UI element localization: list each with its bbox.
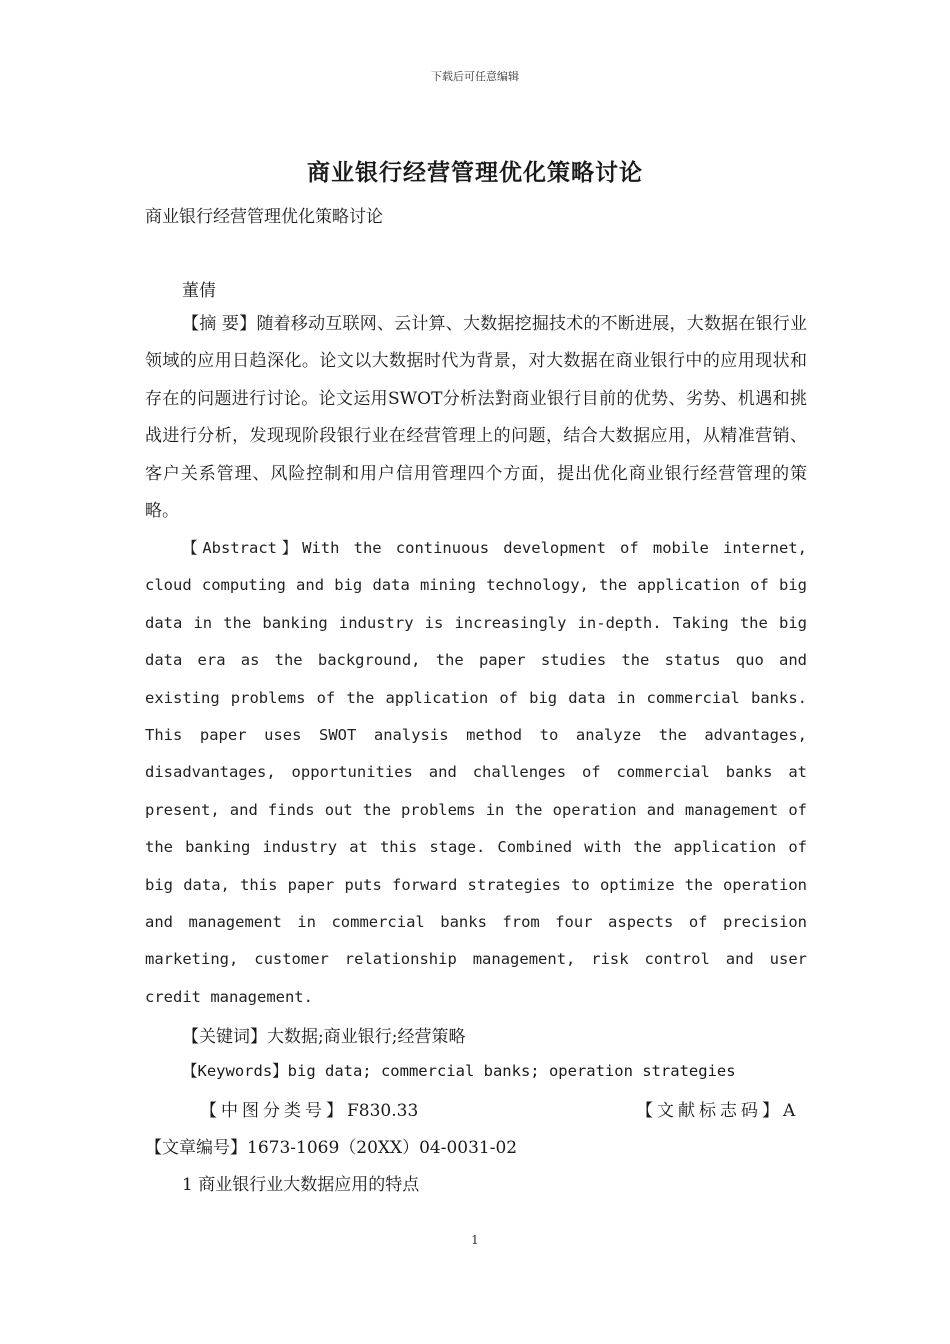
chinese-keywords bbox=[182, 1022, 465, 1047]
chinese-keywords-text: 大数据;商业银行;经营策略 bbox=[267, 1027, 466, 1047]
article-number-value: 1673-1069（20XX）04-0031-02 bbox=[247, 1138, 518, 1158]
article-number-label: 【文章编号】 bbox=[145, 1138, 247, 1158]
english-keywords bbox=[182, 1059, 736, 1081]
document-title: 商业银行经营管理优化策略讨论 bbox=[307, 159, 643, 186]
section-heading: 1 商业银行业大数据应用的特点 bbox=[182, 1175, 420, 1195]
chinese-abstract-label: 【摘 要】 bbox=[182, 314, 257, 334]
document-code-label: 【文献标志码】 bbox=[636, 1101, 783, 1121]
chinese-abstract bbox=[145, 306, 807, 530]
english-keywords-label: 【Keywords】 bbox=[182, 1062, 288, 1080]
page-header: 下载后可任意编辑 bbox=[431, 70, 519, 83]
chinese-abstract-text: 随着移动互联网、云计算、大数据挖掘技术的不断进展，大数据在银行业领域的应用日趋深化。论文以大数据时代为背景，对大数据在商业银行中的应用现状和存在的问题进行讨论。论文运用SWOT分析法對商业银行目前的优势、劣势、机遇和挑战进行分析，发现现阶段银行业在经营管理上的问题，结合大数据应用，从精准营销、客户关系管理、风险控制和用户信用管理四个方面，提出优化商业银行经营管理的策略。 bbox=[145, 314, 808, 522]
english-abstract-label: 【Abstract】 bbox=[182, 539, 303, 557]
english-abstract bbox=[145, 530, 807, 1016]
classification-value: F830.33 bbox=[347, 1101, 419, 1121]
article-number bbox=[145, 1133, 517, 1158]
english-keywords-text: big data; commercial banks; operation strategies bbox=[287, 1062, 736, 1080]
author-name: 董倩 bbox=[182, 281, 216, 301]
document-code-value: A bbox=[783, 1101, 796, 1121]
document-code bbox=[636, 1096, 795, 1121]
english-abstract-text: With the continuous development of mobile internet, cloud computing and big data mining technology, the application of big data in the banking industry is increasingly in-depth. Taking the big data era as the background, the paper studies the status quo and existing problems of the application of big data in commercial banks. This paper uses SWOT analysis method to analyze the advantages, disadvantages, opportunities and challenges of commercial banks at present, and finds out the problems in the operation and management of the banking industry at this stage. Combined with the application of big data, this paper puts forward strategies to optimize the operation and management in commercial banks from four aspects of precision marketing, customer relationship management, risk control and user credit management. bbox=[145, 539, 808, 1006]
chinese-keywords-label: 【关键词】 bbox=[182, 1027, 267, 1047]
page-number: 1 bbox=[471, 1233, 479, 1247]
classification-label: 【中图分类号】 bbox=[200, 1101, 347, 1121]
classification-number bbox=[200, 1096, 418, 1121]
document-subtitle: 商业银行经营管理优化策略讨论 bbox=[145, 207, 383, 227]
